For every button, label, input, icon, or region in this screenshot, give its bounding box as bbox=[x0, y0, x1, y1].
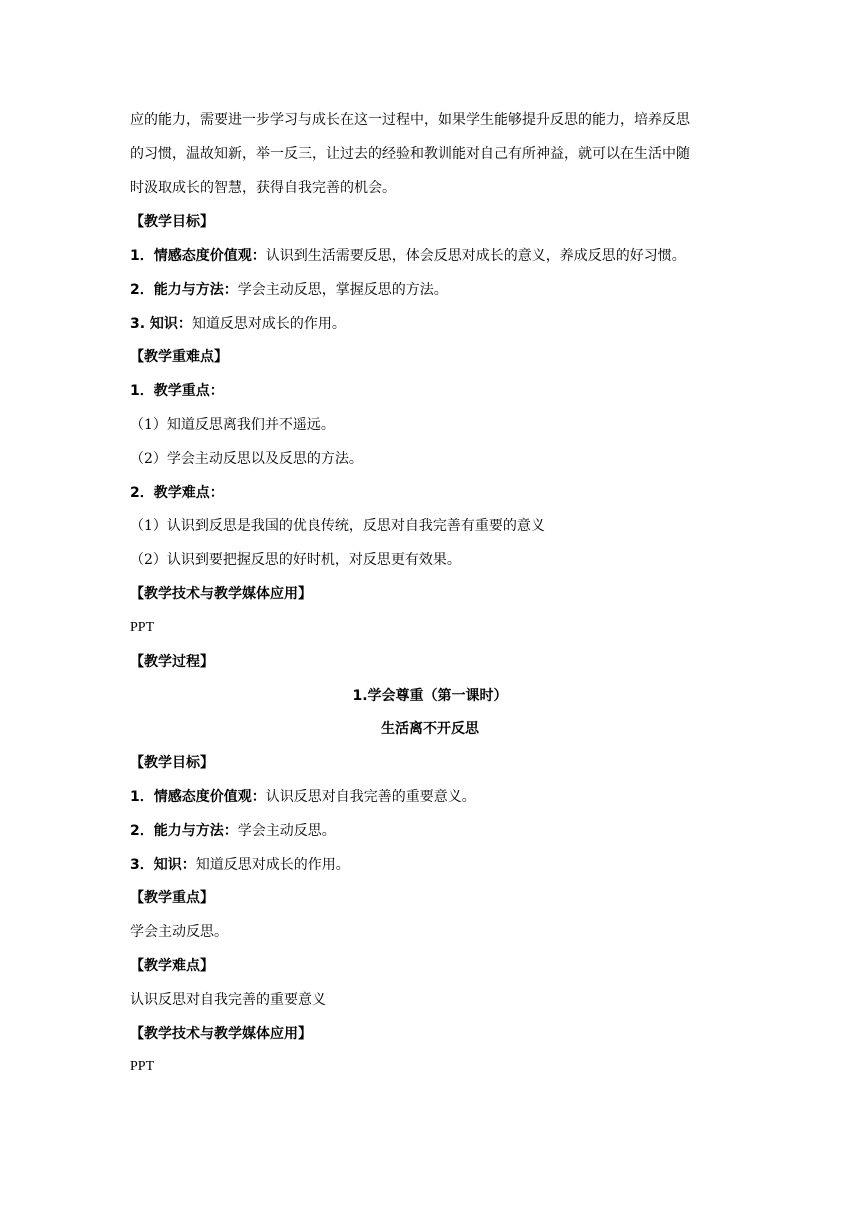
media-text: PPT bbox=[130, 620, 155, 635]
lesson-goal-1-text: 认识反思对自我完善的重要意义。 bbox=[265, 789, 476, 805]
goal-item-3 bbox=[130, 314, 730, 334]
lesson-difficult-text: 认识反思对自我完善的重要意义 bbox=[130, 992, 326, 1008]
intro-line-1: 应的能力，需要进一步学习与成长在这一过程中，如果学生能够提升反思的能力，培养反思 bbox=[130, 112, 690, 128]
lesson-title: 1.学会尊重（第一课时） bbox=[352, 688, 508, 704]
lesson-goal-item-1 bbox=[130, 787, 730, 807]
goal-1-label: 1．情感态度价值观： bbox=[130, 248, 266, 264]
goal-item-2 bbox=[130, 280, 730, 300]
goal-3-text: 知道反思对成长的作用。 bbox=[191, 316, 346, 332]
keypoints-heading: 【教学重难点】 bbox=[130, 349, 228, 365]
intro-line-3: 时汲取成长的智慧，获得自我完善的机会。 bbox=[130, 180, 396, 196]
goal-1-text: 认识到生活需要反思，体会反思对成长的意义，养成反思的好习惯。 bbox=[265, 248, 686, 264]
media-heading: 【教学技术与教学媒体应用】 bbox=[130, 586, 312, 602]
lesson-media-heading: 【教学技术与教学媒体应用】 bbox=[130, 1026, 312, 1042]
lesson-goal-1-label: 1．情感态度价值观： bbox=[130, 789, 266, 805]
lesson-subtitle: 生活离不开反思 bbox=[381, 721, 479, 737]
lesson-goal-3-text: 知道反思对成长的作用。 bbox=[195, 857, 350, 873]
intro-line-2: 的习惯，温故知新，举一反三，让过去的经验和教训能对自己有所神益，就可以在生活中随 bbox=[130, 146, 690, 162]
key-point-2: （2）学会主动反思以及反思的方法。 bbox=[130, 451, 363, 467]
difficult-point-2: （2）认识到要把握反思的好时机，对反思更有效果。 bbox=[130, 552, 461, 568]
key-points-label: 1．教学重点： bbox=[130, 383, 224, 399]
lesson-media-text: PPT bbox=[130, 1059, 155, 1074]
lesson-goal-item-2 bbox=[130, 821, 730, 841]
lesson-goal-2-text: 学会主动反思。 bbox=[237, 823, 336, 839]
difficult-point-1: （1）认识到反思是我国的优良传统，反思对自我完善有重要的意义 bbox=[130, 518, 545, 534]
goal-item-1 bbox=[130, 246, 730, 266]
goal-3-label: 3. 知识： bbox=[130, 316, 192, 332]
goals-heading: 【教学目标】 bbox=[130, 214, 214, 230]
lesson-goal-2-label: 2．能力与方法： bbox=[130, 823, 238, 839]
process-heading: 【教学过程】 bbox=[130, 654, 214, 670]
difficult-points-label: 2．教学难点： bbox=[130, 485, 224, 501]
goal-2-text: 学会主动反思，掌握反思的方法。 bbox=[237, 282, 448, 298]
goal-2-label: 2．能力与方法： bbox=[130, 282, 238, 298]
lesson-goal-3-label: 3．知识： bbox=[130, 857, 196, 873]
lesson-goal-item-3 bbox=[130, 855, 730, 875]
lesson-difficult-heading: 【教学难点】 bbox=[130, 958, 214, 974]
lesson-key-heading: 【教学重点】 bbox=[130, 890, 214, 906]
lesson-key-text: 学会主动反思。 bbox=[130, 924, 228, 940]
key-point-1: （1）知道反思离我们并不遥远。 bbox=[130, 417, 335, 433]
lesson-goals-heading: 【教学目标】 bbox=[130, 755, 214, 771]
